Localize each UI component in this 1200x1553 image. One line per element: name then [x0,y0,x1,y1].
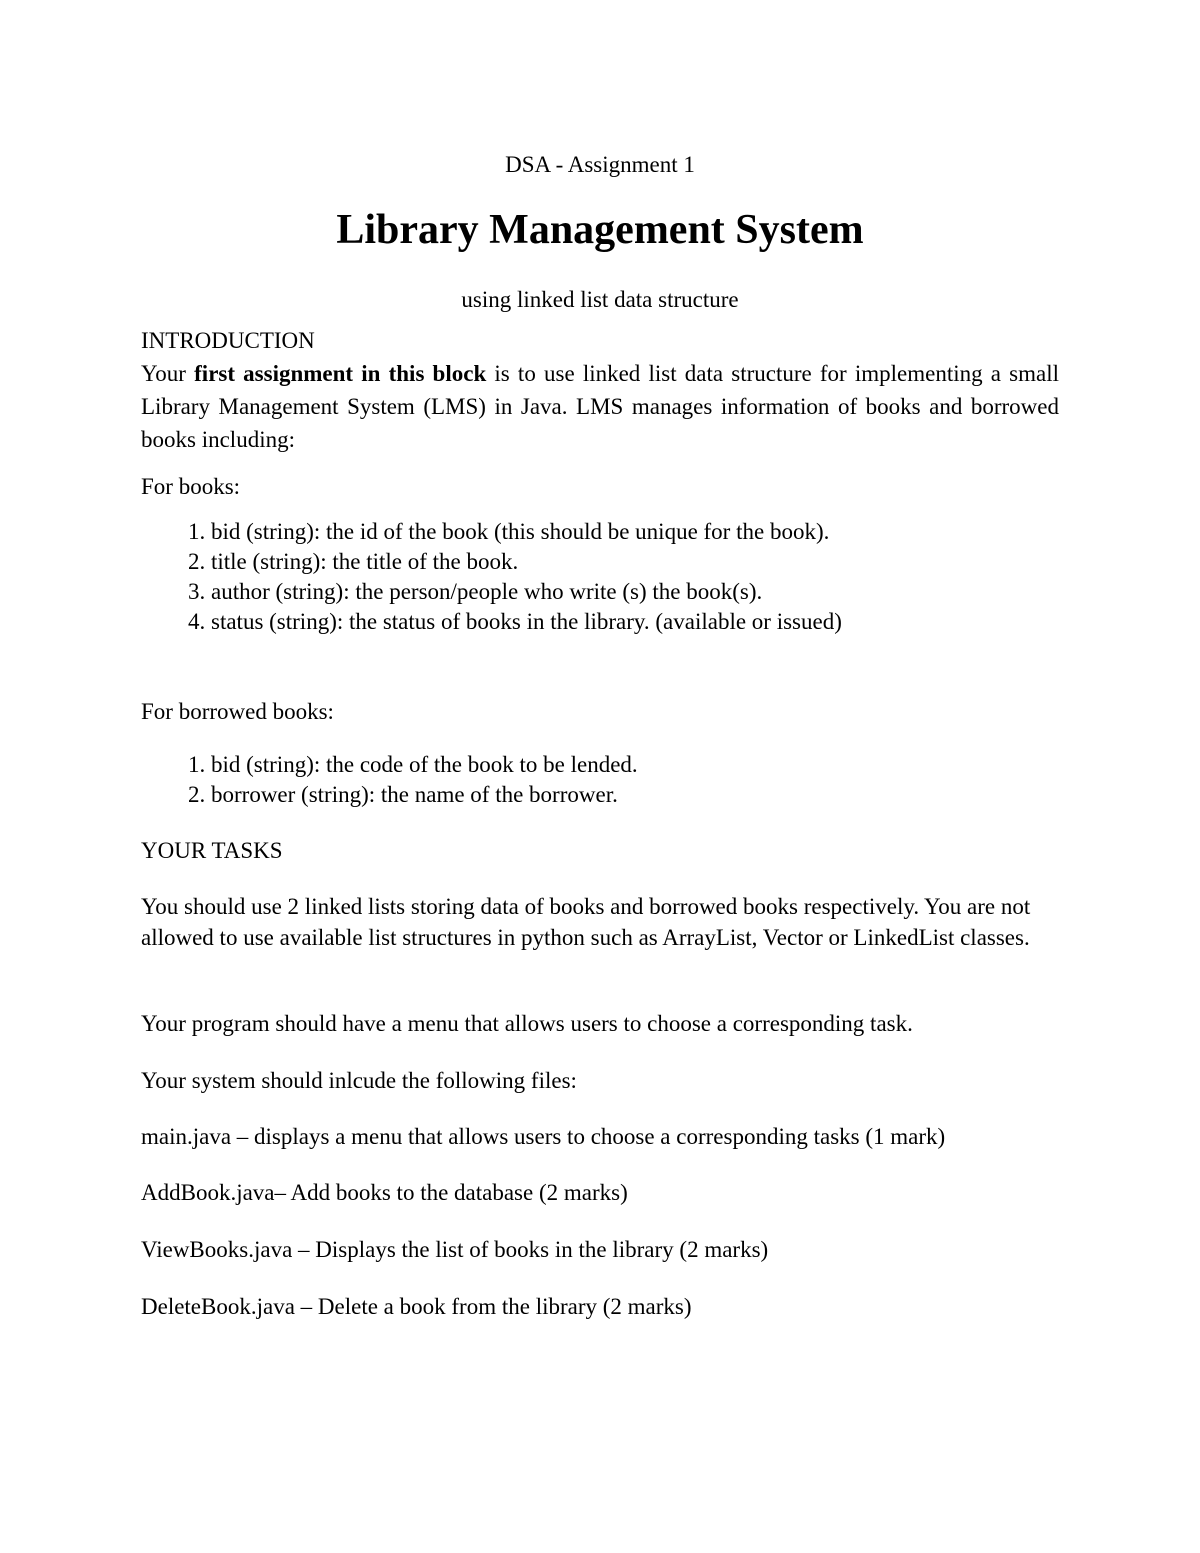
list-item: 2. title (string): the title of the book. [211,547,1059,577]
document-subtitle: using linked list data structure [461,287,739,312]
intro-text-post: is to use linked list data structure for implementing a small Library Management System (LMS) in Java. LMS manages information of books and borrowed books including: [141,361,1059,452]
introduction-paragraph [141,357,1059,456]
tasks-heading: YOUR TASKS [141,838,283,863]
list-item: 2. borrower (string): the name of the borrower. [211,780,1059,810]
list-item: 1. bid (string): the id of the book (this should be unique for the book). [211,517,1059,547]
document-content [141,148,1059,1323]
books-fields-list [141,517,1059,637]
borrowed-fields-list [141,750,1059,810]
list-item: 4. status (string): the status of books in the library. (available or issued) [211,607,1059,637]
list-item: 1. bid (string): the code of the book to be lended. [211,750,1059,780]
introduction-heading: INTRODUCTION [141,328,315,353]
file-item-deletebook: DeleteBook.java – Delete a book from the library (2 marks) [141,1294,692,1319]
tasks-paragraph-lists: You should use 2 linked lists storing data of books and borrowed books respectively. You are not allowed to use available list structures in python such as ArrayList, Vector or LinkedList classes. [141,894,1031,950]
file-item-main: main.java – displays a menu that allows users to choose a corresponding tasks (1 mark) [141,1124,946,1149]
intro-text-bold: first assignment in this block [194,361,487,386]
books-heading: For books: [141,474,241,499]
assignment-label: DSA - Assignment 1 [505,152,695,177]
intro-text-pre: Your [141,361,186,386]
list-item: 3. author (string): the person/people who write (s) the book(s). [211,577,1059,607]
tasks-paragraph-menu: Your program should have a menu that allows users to choose a corresponding task. [141,1011,913,1036]
document-title: Library Management System [336,207,864,253]
file-item-viewbooks: ViewBooks.java – Displays the list of books in the library (2 marks) [141,1237,769,1262]
tasks-paragraph-files: Your system should inlcude the following files: [141,1068,577,1093]
borrowed-heading: For borrowed books: [141,699,334,724]
file-item-addbook: AddBook.java– Add books to the database (2 marks) [141,1180,628,1205]
